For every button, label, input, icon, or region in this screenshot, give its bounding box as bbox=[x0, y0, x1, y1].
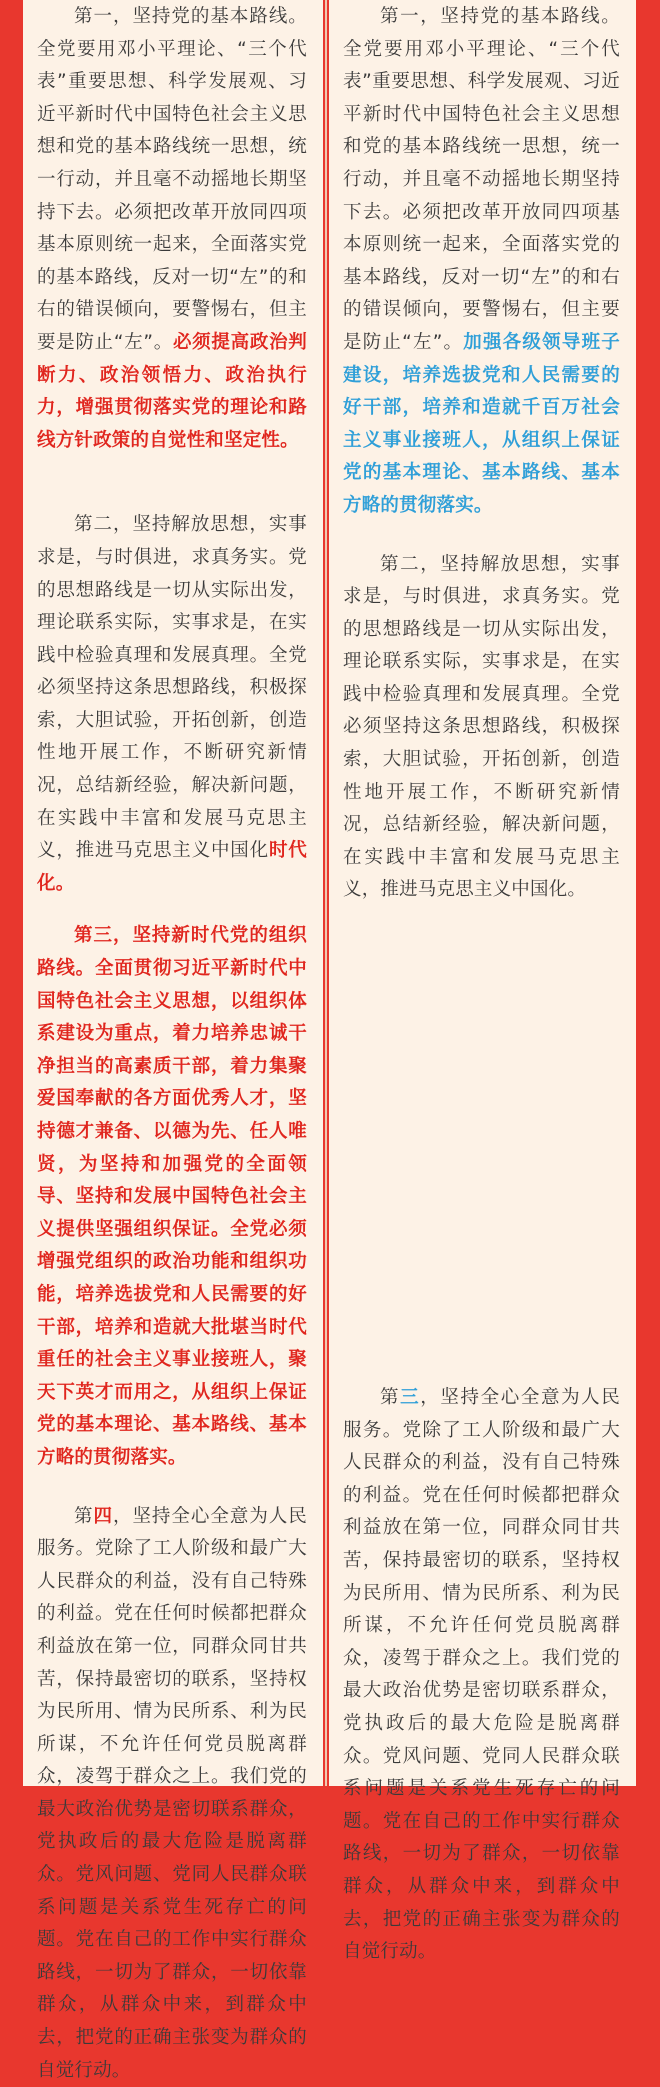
left-p1-text: 第一，坚持党的基本路线。全党要用邓小平理论、“三个代表”重要思想、科学发展观、习近平新时代中国特色社会主义思想和党的基本路线统一思想，统一行动，并且毫不动摇地长期坚持下去。必须把改革开放同四项基本原则统一起来，全面落实党的基本路线，反对一切“左”的和右的错误倾向，要警惕右，但主要是防止“左”。 bbox=[37, 6, 307, 353]
left-p2-added-text: 时代化。 bbox=[37, 840, 307, 894]
right-p3-number: 三 bbox=[400, 1387, 421, 1409]
right-paragraph-2: 第二，坚持解放思想，实事求是，与时俱进，求真务实。党的思想路线是一切从实际出发，理论联系实际，实事求是，在实践中检验真理和发展真理。全党必须坚持这条思想路线，积极探索，大胆试验，开拓创新，创造性地开展工作，不断研究新情况，总结新经验，解决新问题，在实践中丰富和发展马克思主义，推进马克思主义中国化。 bbox=[343, 553, 620, 901]
right-p1-text: 第一，坚持党的基本路线。全党要用邓小平理论、“三个代表”重要思想、科学发展观、习近平新时代中国特色社会主义思想和党的基本路线统一思想，统一行动，并且毫不动摇地长期坚持下去。必须把改革开放同四项基本原则统一起来，全面落实党的基本路线，反对一切“左”的和右的错误倾向，要警惕右，但主要是防止“左”。 bbox=[343, 6, 620, 353]
left-p4-prefix: 第 bbox=[74, 1505, 94, 1527]
right-p3-text: ，坚持全心全意为人民服务。党除了工人阶级和最广大人民群众的利益，没有自己特殊的利益。党在任何时候都把群众利益放在第一位，同群众同甘共苦，保持最密切的联系，坚持权为民所用、情为民所系、利为民所谋，不允许任何党员脱离群众，凌驾于群众之上。我们党的最大政治优势是密切联系群众，党执政后的最大危险是脱离群众。党风问题、党同人民群众联系问题是关系党生死存亡的问题。党在自己的工作中实行群众路线，一切为了群众，一切依靠群众，从群众中来，到群众中去，把党的正确主张变为群众的自觉行动。 bbox=[343, 1387, 620, 1963]
left-p4-number: 四 bbox=[93, 1505, 113, 1527]
left-paragraph-1 bbox=[37, 1, 307, 457]
left-paragraph-3-added: 第三，坚持新时代党的组织路线。全面贯彻习近平新时代中国特色社会主义思想，以组织体系建设为重点，着力培养忠诚干净担当的高素质干部，着力集聚爱国奉献的各方面优秀人才，坚持德才兼备、以德为先、任人唯贤，为坚持和加强党的全面领导、坚持和发展中国特色社会主义提供坚强组织保证。全党必须增强党组织的政治功能和组织功能，培养选拔党和人民需要的好干部，培养和造就大批堪当时代重任的社会主义事业接班人，聚天下英才而用之，从组织上保证党的基本理论、基本路线、基本方略的贯彻落实。 bbox=[37, 925, 307, 1468]
left-p1-added-text: 必须提高政治判断力、政治领悟力、政治执行力，增强贯彻落实党的理论和路线方针政策的自觉性和坚定性。 bbox=[37, 331, 307, 451]
left-paragraph-4 bbox=[37, 1501, 307, 2087]
spacer bbox=[37, 457, 307, 509]
left-p2-text: 第二，坚持解放思想，实事求是，与时俱进，求真务实。党的思想路线是一切从实际出发，理论联系实际，实事求是，在实践中检验真理和发展真理。全党必须坚持这条思想路线，积极探索，大胆试验，开拓创新，创造性地开展工作，不断研究新情况，总结新经验，解决新问题，在实践中丰富和发展马克思主义，推进马克思主义中国化 bbox=[37, 514, 307, 862]
spacer bbox=[37, 1475, 307, 1501]
right-paragraph-1 bbox=[343, 1, 620, 523]
new-version-column bbox=[23, 0, 323, 2081]
left-p4-text: ，坚持全心全意为人民服务。党除了工人阶级和最广大人民群众的利益，没有自己特殊的利益。党在任何时候都把群众利益放在第一位，同群众同甘共苦，保持最密切的联系，坚持权为民所用、情为民所系、利为民所谋，不允许任何党员脱离群众，凌驾于群众之上。我们党的最大政治优势是密切联系群众，党执政后的最大危险是脱离群众。党风问题、党同人民群众联系问题是关系党生死存亡的问题。党在自己的工作中实行群众路线，一切为了群众，一切依靠群众，从群众中来，到群众中去，把党的正确主张变为群众的自觉行动。 bbox=[37, 1505, 307, 2081]
right-p3-prefix: 第 bbox=[380, 1387, 401, 1409]
right-paragraph-3 bbox=[343, 1382, 620, 1969]
spacer bbox=[343, 523, 620, 549]
spacer bbox=[37, 900, 307, 920]
left-paragraph-2 bbox=[37, 509, 307, 900]
right-p1-removed-text: 加强各级领导班子建设，培养选拔党和人民需要的好干部，培养和造就千百万社会主义事业接班人，从组织上保证党的基本理论、基本路线、基本方略的贯彻落实。 bbox=[343, 331, 620, 516]
old-version-column bbox=[329, 0, 636, 1963]
spacer bbox=[343, 907, 620, 1382]
